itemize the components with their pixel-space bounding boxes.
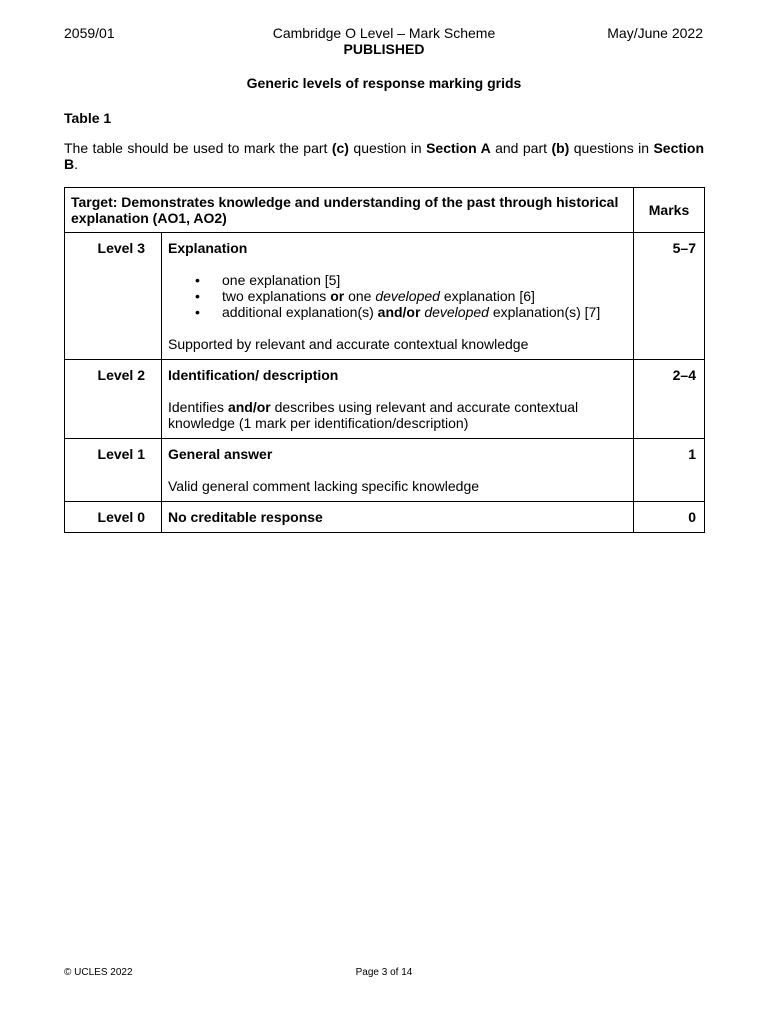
level-description bbox=[162, 502, 634, 533]
bullet-icon: • bbox=[195, 288, 200, 304]
exam-session: May/June 2022 bbox=[607, 25, 703, 41]
published-label: PUBLISHED bbox=[343, 41, 425, 57]
table-row-level-2 bbox=[65, 360, 705, 439]
level-text: Identifies and/or describes using relevant and accurate contextual knowledge (1 mark per identification/description) bbox=[168, 399, 579, 431]
level-marks: 1 bbox=[634, 439, 705, 502]
copyright-notice: © UCLES 2022 bbox=[64, 967, 133, 978]
bullet-icon: • bbox=[195, 272, 200, 288]
target-header: Target: Demonstrates knowledge and understanding of the past through historical explanation (AO1, AO2) bbox=[65, 188, 634, 233]
level-description bbox=[162, 233, 634, 360]
list-item: • one explanation [5] bbox=[195, 272, 341, 288]
level-heading: No creditable response bbox=[168, 509, 323, 525]
page-number: Page 3 of 14 bbox=[355, 967, 413, 978]
level-heading: Identification/ description bbox=[168, 367, 339, 383]
table-row-level-3 bbox=[65, 233, 705, 360]
criteria-list bbox=[168, 272, 627, 320]
section-title: Generic levels of response marking grids bbox=[246, 75, 522, 91]
level-heading: General answer bbox=[168, 446, 273, 462]
list-item: • additional explanation(s) and/or developed explanation(s) [7] bbox=[195, 304, 601, 320]
document-title: Cambridge O Level – Mark Scheme bbox=[272, 25, 496, 41]
level-heading: Explanation bbox=[168, 240, 248, 256]
level-marks: 2–4 bbox=[634, 360, 705, 439]
marks-header: Marks bbox=[634, 188, 705, 233]
list-item: • two explanations or one developed explanation [6] bbox=[195, 288, 535, 304]
level-description bbox=[162, 439, 634, 502]
level-marks: 5–7 bbox=[634, 233, 705, 360]
table-row-level-0 bbox=[65, 502, 705, 533]
level-label: Level 3 bbox=[65, 233, 162, 360]
level-label: Level 1 bbox=[65, 439, 162, 502]
paper-code: 2059/01 bbox=[64, 25, 115, 41]
marking-grid-table bbox=[64, 187, 705, 533]
level-note: Supported by relevant and accurate contextual knowledge bbox=[168, 336, 529, 352]
level-text: Valid general comment lacking specific knowledge bbox=[168, 478, 480, 494]
level-label: Level 0 bbox=[65, 502, 162, 533]
level-label: Level 2 bbox=[65, 360, 162, 439]
table-header-row bbox=[65, 188, 705, 233]
level-description bbox=[162, 360, 634, 439]
level-marks: 0 bbox=[634, 502, 705, 533]
table-row-level-1 bbox=[65, 439, 705, 502]
intro-paragraph: The table should be used to mark the part (c) question in Section A and part (b) questions in Section B. bbox=[64, 140, 705, 172]
bullet-icon: • bbox=[195, 304, 200, 320]
table-label: Table 1 bbox=[64, 110, 112, 126]
